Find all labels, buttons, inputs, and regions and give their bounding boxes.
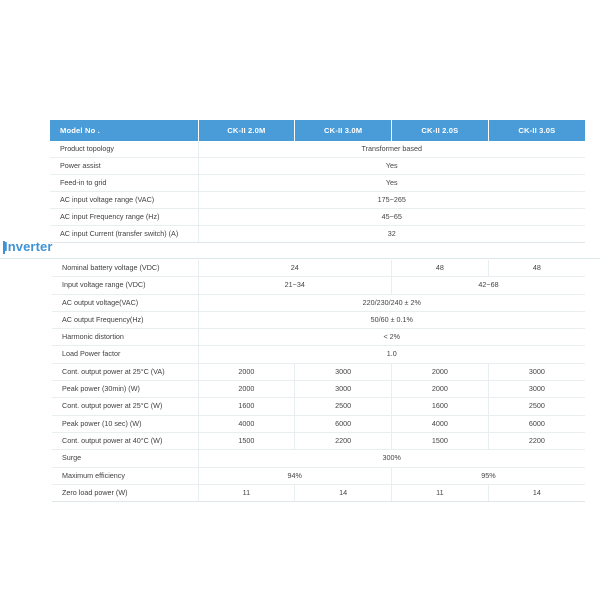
inverter-row-value: 3000 [295,363,392,380]
header-row [50,120,585,141]
general-row-label: Feed-in to grid [50,175,198,192]
inverter-table-body [52,260,585,502]
inverter-row-value: 220/230/240 ± 2% [198,294,585,311]
inverter-row-value: 300% [198,450,585,467]
inverter-spec-table [52,260,585,502]
inverter-row-label: Load Power factor [52,346,198,363]
section-divider [0,258,600,259]
inverter-row-value: 94% [198,467,392,484]
inverter-row-value: 2000 [392,381,489,398]
inverter-row-label: Cont. output power at 25°C (W) [52,398,198,415]
general-row-value: 175~265 [198,192,585,209]
table-row [52,311,585,328]
inverter-row-label: Peak power (30min) (W) [52,381,198,398]
inverter-row-value: 1500 [392,432,489,449]
inverter-row-value: 11 [392,484,489,501]
inverter-row-value: 3000 [295,381,392,398]
general-spec-table [50,120,585,243]
inverter-row-label: Input voltage range (VDC) [52,277,198,294]
table-row [50,175,585,192]
inverter-row-value: 48 [392,260,489,277]
inverter-row-value: 6000 [488,415,585,432]
inverter-row-value: 48 [488,260,585,277]
header-model-no: Model No . [50,120,198,141]
inverter-row-value: 4000 [198,415,295,432]
inverter-row-value: 95% [392,467,586,484]
inverter-row-label: Peak power (10 sec) (W) [52,415,198,432]
general-row-value: Transformer based [198,141,585,158]
table-row [50,158,585,175]
general-row-label: AC input Current (transfer switch) (A) [50,226,198,243]
general-row-value: Yes [198,158,585,175]
inverter-row-value: 6000 [295,415,392,432]
table-row [50,141,585,158]
inverter-row-value: 2200 [488,432,585,449]
header-model-3: CK-II 2.0S [392,120,489,141]
header-model-2: CK-II 3.0M [295,120,392,141]
general-row-value: 32 [198,226,585,243]
general-table-body [50,141,585,243]
table-row [52,415,585,432]
table-row [52,398,585,415]
inverter-row-label: Cont. output power at 40°C (W) [52,432,198,449]
table-row [52,346,585,363]
general-spec-table-block [50,120,585,243]
general-row-label: AC input voltage range (VAC) [50,192,198,209]
inverter-row-value: 2200 [295,432,392,449]
inverter-row-value: 1600 [198,398,295,415]
inverter-section-heading [0,239,600,259]
inverter-row-label: Harmonic distortion [52,329,198,346]
general-row-value: 45~65 [198,209,585,226]
inverter-row-label: Maximum efficiency [52,467,198,484]
inverter-row-label: Surge [52,450,198,467]
table-row [50,192,585,209]
general-table-header [50,120,585,141]
inverter-row-value: 2500 [295,398,392,415]
inverter-row-value: 2000 [198,381,295,398]
general-row-label: Product topology [50,141,198,158]
inverter-row-value: 11 [198,484,295,501]
general-row-value: Yes [198,175,585,192]
header-model-1: CK-II 2.0M [198,120,295,141]
inverter-row-value: 2000 [392,363,489,380]
inverter-row-value: 3000 [488,363,585,380]
table-row [52,294,585,311]
inverter-row-value: 1600 [392,398,489,415]
table-row [52,467,585,484]
table-row [52,260,585,277]
table-row [52,432,585,449]
inverter-row-label: Nominal battery voltage (VDC) [52,260,198,277]
inverter-row-value: 14 [295,484,392,501]
inverter-row-value: 24 [198,260,392,277]
inverter-row-label: AC output voltage(VAC) [52,294,198,311]
inverter-spec-table-block [52,260,585,502]
inverter-row-value: 2000 [198,363,295,380]
inverter-row-value: 21~34 [198,277,392,294]
table-row [52,277,585,294]
inverter-row-label: Zero load power (W) [52,484,198,501]
table-row [52,381,585,398]
table-row [52,329,585,346]
table-row [52,484,585,501]
table-row [50,209,585,226]
general-row-label: Power assist [50,158,198,175]
section-title: Inverter [4,239,53,254]
inverter-row-value: 50/60 ± 0.1% [198,311,585,328]
table-row [52,450,585,467]
inverter-row-value: 14 [488,484,585,501]
table-row [52,363,585,380]
inverter-row-value: 1500 [198,432,295,449]
inverter-row-value: 4000 [392,415,489,432]
inverter-row-label: Cont. output power at 25°C (VA) [52,363,198,380]
inverter-row-value: 1.0 [198,346,585,363]
inverter-row-value: 2500 [488,398,585,415]
inverter-row-value: 3000 [488,381,585,398]
inverter-row-value: 42~68 [392,277,586,294]
inverter-row-value: < 2% [198,329,585,346]
general-row-label: AC input Frequency range (Hz) [50,209,198,226]
header-model-4: CK-II 3.0S [488,120,585,141]
inverter-row-label: AC output Frequency(Hz) [52,311,198,328]
